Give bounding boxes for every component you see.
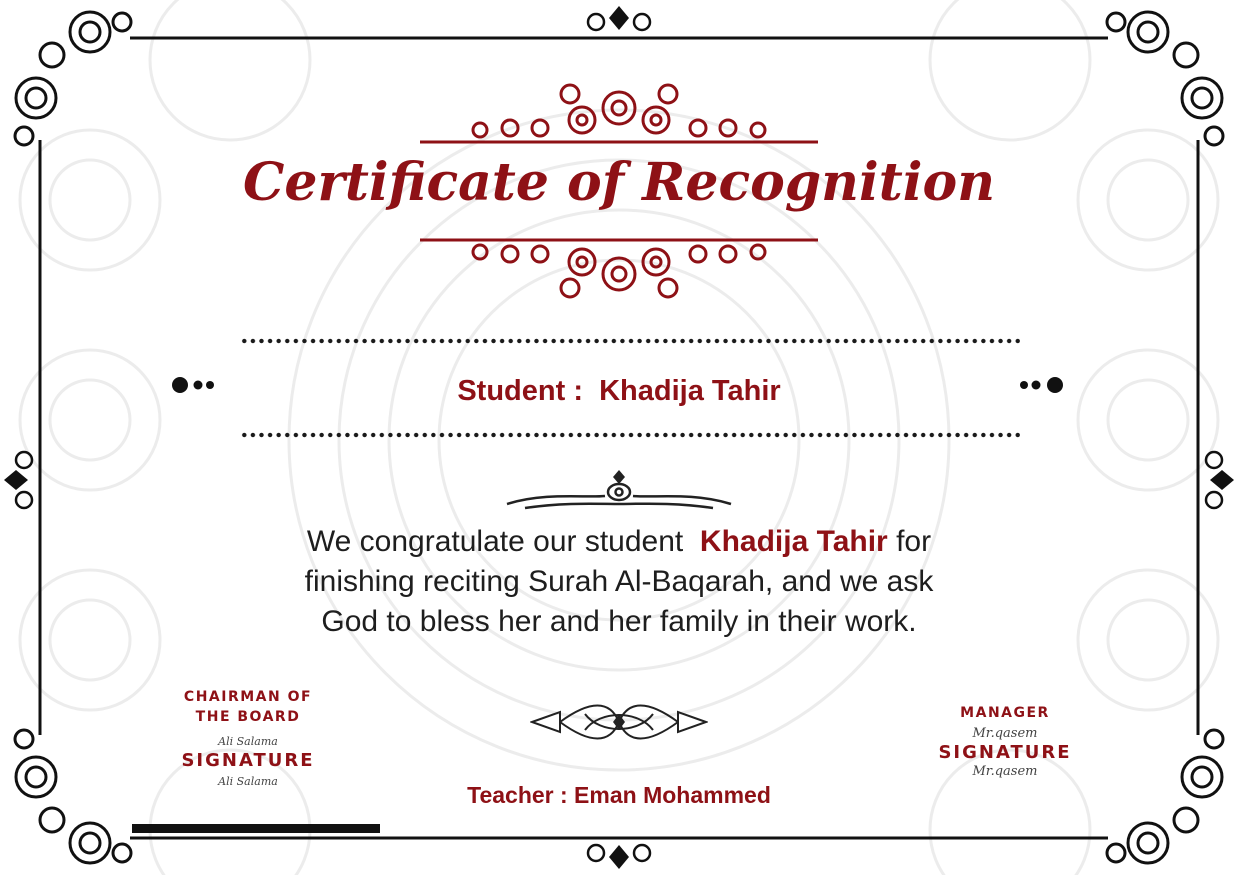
message-line-1 (219, 522, 1019, 562)
manager-signature-script-1: Mr.qasem (972, 726, 1038, 741)
message-line-3: God to bless her and her family in their work. (321, 605, 917, 638)
message-text-start: We congratulate our student (306, 525, 684, 558)
chairman-signature-script-2: Ali Salama (218, 775, 278, 788)
chairman-signature-script-1: Ali Salama (218, 735, 278, 748)
title-bottom-filigree-icon (420, 234, 818, 304)
teacher-name: Teacher : Eman Mohammed (467, 782, 771, 808)
chairman-signature-label: SIGNATURE (181, 750, 315, 771)
corner-top-right-swirl-icon (1107, 12, 1223, 145)
corner-top-left-swirl-icon (15, 12, 131, 145)
manager-heading: MANAGER (960, 705, 1050, 721)
title-top-filigree-icon (420, 78, 818, 148)
student-label: Student : (457, 375, 583, 407)
dotted-line-top (240, 338, 1020, 344)
message-text-for: for (896, 525, 932, 558)
chairman-heading-line2: THE BOARD (195, 709, 301, 725)
congratulation-message (219, 522, 1019, 642)
chairman-signature-bar (132, 824, 380, 833)
chairman-signature-block (150, 687, 346, 791)
chairman-heading-line1: CHAIRMAN OF (183, 689, 313, 705)
manager-signature-label: SIGNATURE (938, 742, 1072, 763)
manager-signature-script-2: Mr.qasem (972, 764, 1038, 779)
certificate-title: Certificate of Recognition (243, 152, 995, 213)
dotted-line-bottom (240, 432, 1020, 438)
message-student-name: Khadija Tahir (699, 525, 888, 558)
diamond-emblem-icon (530, 694, 708, 750)
manager-signature-block (920, 703, 1090, 781)
scroll-divider-icon (505, 468, 733, 512)
student-line (0, 375, 1238, 408)
student-name: Khadija Tahir (599, 375, 781, 407)
message-line-2: finishing reciting Surah Al-Baqarah, and we ask (304, 565, 934, 598)
